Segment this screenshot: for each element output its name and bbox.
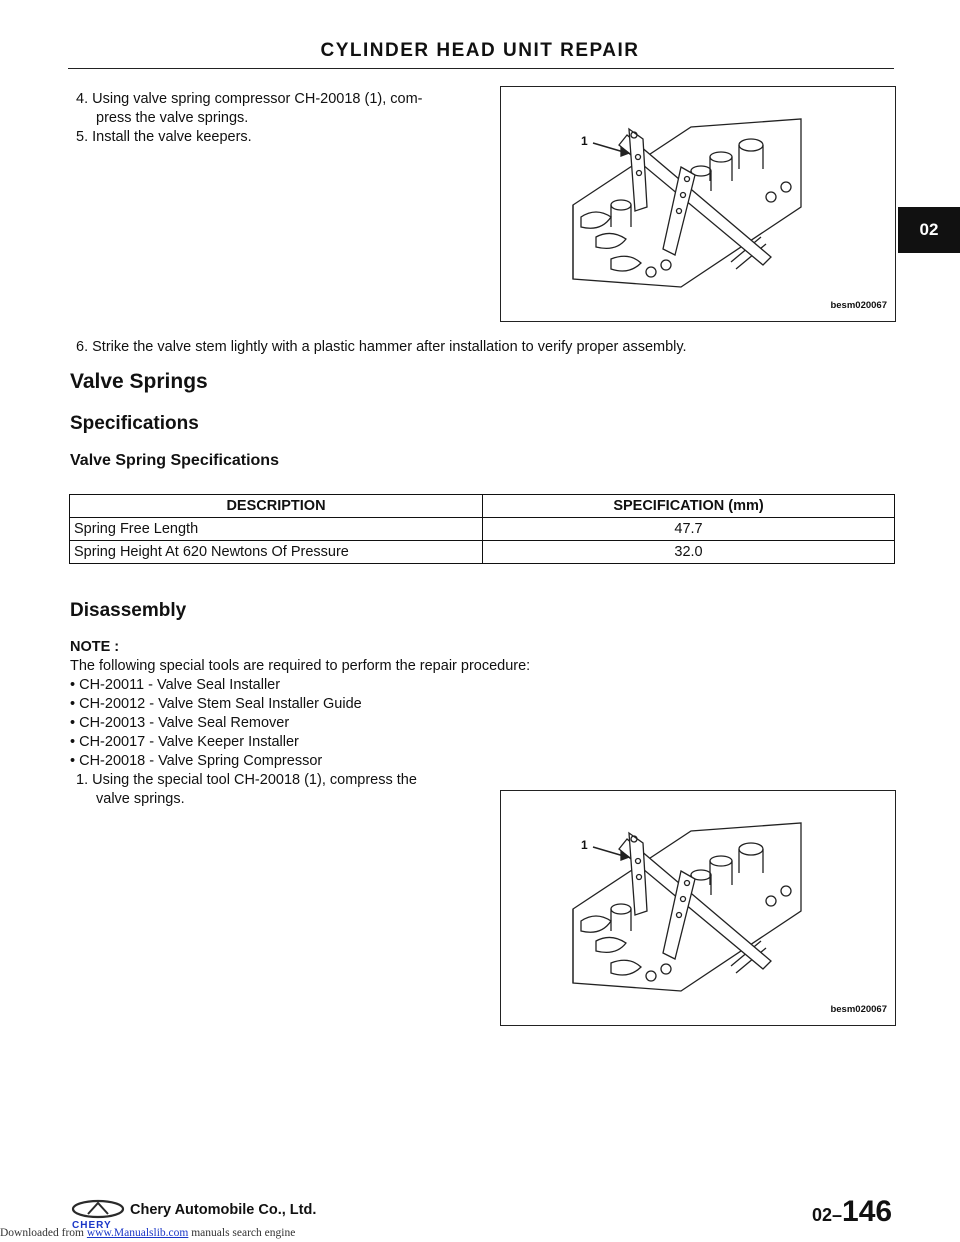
list-item: • CH-20011 - Valve Seal Installer xyxy=(70,677,281,693)
disassembly-step-1: 1. Using the special tool CH-20018 (1), compress the valve springs. xyxy=(76,772,417,807)
note-text: The following special tools are required to perform the repair procedure: xyxy=(70,658,531,674)
step-5: 5. Install the valve keepers. xyxy=(76,129,252,145)
list-item: • CH-20013 - Valve Seal Remover xyxy=(70,715,290,731)
list-item: • CH-20012 - Valve Stem Seal Installer Guide xyxy=(70,696,362,712)
specifications-heading: Specifications xyxy=(70,413,199,434)
list-item: • CH-20017 - Valve Keeper Installer xyxy=(70,734,299,750)
table-cell-description: Spring Free Length xyxy=(70,518,483,541)
table-cell-value: 47.7 xyxy=(483,518,895,541)
page-header-title: CYLINDER HEAD UNIT REPAIR xyxy=(320,40,640,61)
table-row xyxy=(70,541,895,564)
disassembly-heading: Disassembly xyxy=(70,600,187,621)
section-tab: 02 xyxy=(898,207,960,253)
figure-valve-spring-compressor-2 xyxy=(500,790,896,1026)
manualslib-link[interactable]: www.Manualslib.com xyxy=(86,1227,189,1239)
footer-company: Chery Automobile Co., Ltd. xyxy=(130,1202,317,1218)
step-6: 6. Strike the valve stem lightly with a plastic hammer after installation to verify proper assembly. xyxy=(76,339,687,355)
note-label: NOTE : xyxy=(70,639,120,655)
valve-spring-compressor-illustration-icon xyxy=(501,791,895,1025)
table-cell-description: Spring Height At 620 Newtons Of Pressure xyxy=(70,541,483,564)
figure1-code: besm020067 xyxy=(830,300,887,311)
figure2-callout: 1 xyxy=(581,838,588,852)
table-header-specification: SPECIFICATION (mm) xyxy=(483,495,895,518)
figure1-callout: 1 xyxy=(581,134,588,148)
table-title: Valve Spring Specifications xyxy=(70,452,279,469)
table-header-row xyxy=(70,495,895,518)
table-header-description: DESCRIPTION xyxy=(70,495,483,518)
section-title: Valve Springs xyxy=(70,370,208,393)
valve-spring-spec-table xyxy=(69,494,895,564)
page-number: 02–146 xyxy=(812,1195,893,1228)
figure2-code: besm020067 xyxy=(830,1004,887,1015)
chery-logo-text: CHERY xyxy=(72,1220,112,1231)
table-row xyxy=(70,518,895,541)
special-tools-list xyxy=(70,676,362,771)
figure-valve-spring-compressor-1 xyxy=(500,86,896,322)
list-item: • CH-20018 - Valve Spring Compressor xyxy=(70,753,323,769)
table-cell-value: 32.0 xyxy=(483,541,895,564)
valve-spring-compressor-illustration-icon xyxy=(501,87,895,321)
download-notice: Downloaded from www.Manualslib.com manuals search engine xyxy=(0,1227,296,1239)
step-4: 4. Using valve spring compressor CH-20018 (1), com- press the valve springs. xyxy=(76,91,423,126)
header-divider xyxy=(68,68,894,69)
